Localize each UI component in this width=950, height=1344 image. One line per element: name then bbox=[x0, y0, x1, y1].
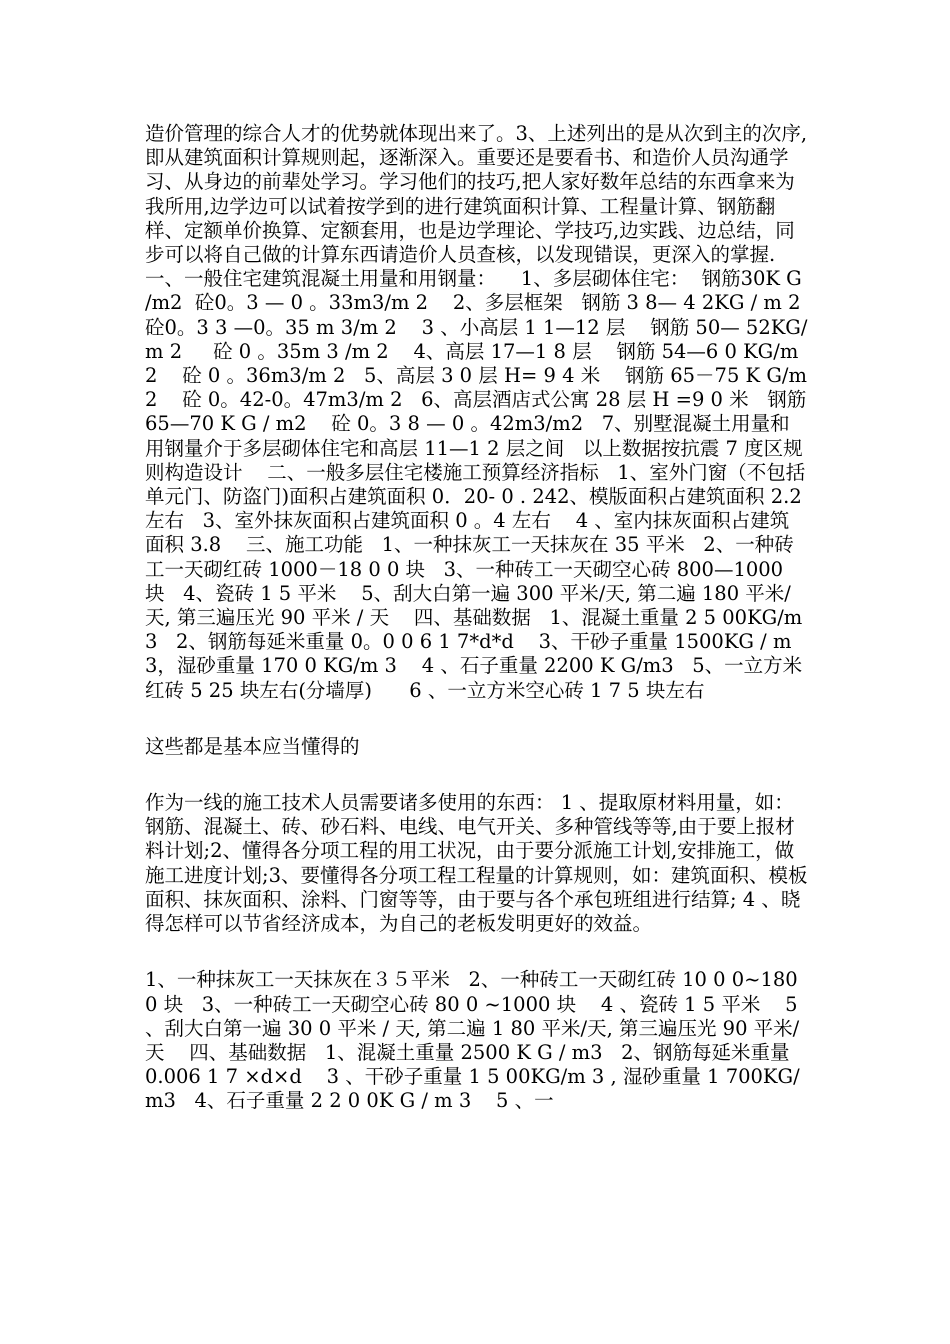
paragraph-spacer bbox=[145, 936, 808, 968]
body-paragraph-3: 作为一线的施工技术人员需要诸多使用的东西： 1 、提取原材料用量，如：钢筋、混凝土、砖、砂石料、电线、电气开关、多种管线等等,由于要上报材料计划;2、懂得各分项工程的用工状况，由于要分派施工计划,安排施工，做施工进度计划;3、要懂得各分项工程工程量的计算规则，如：建筑面积、模板面积、抹灰面积、涂料、门窗等等，由于要与各个承包班组进行结算; 4 、晓得怎样可以节省经济成本，为自己的老板发明更好的效益。 bbox=[145, 791, 808, 936]
body-paragraph-4: 1、一种抹灰工一天抹灰在３５平米 2、一种砖工一天砌红砖 10 0 0~1800 块 3、一种砖工一天砌空心砖 80 0 ~1000 块 4 、瓷砖 1 5 平米 5 、刮大白第一遍 30 0 平米 / 天, 第二遍 1 80 平米/天, 第三遍压光 90 平米/天 四、基础数据 1、混凝土重量 2500 K G / m3 2、钢筋每延米重量 0.006 1 7 ×d×d 3 、干砂子重量 1 5 00KG/m 3 , 湿砂重量 1 700KG/m3 4、石子重量 2 2 0 0K G / m 3 5 、一 bbox=[145, 968, 804, 1113]
body-paragraph-1: 造价管理的综合人才的优势就体现出来了。3、上述列出的是从次到主的次序,即从建筑面积计算规则起，逐渐深入。重要还是要看书、和造价人员沟通学习、从身边的前辈处学习。学习他们的技巧,把人家好数年总结的东西拿来为我所用,边学边可以试着按学到的进行建筑面积计算、工程量计算、钢筋翻样、定额单价换算、定额套用，也是边学理论、学技巧,边实践、边总结，同步可以将自己做的计算东西请造价人员查核，以发现错误，更深入的掌握.一、一般住宅建筑混凝土用量和用钢量： 1、多层砌体住宅： 钢筋30K G /m2 砼0。3 — 0 。33m3/m 2 2、多层框架 钢筋 3 8— 4 2KG / m 2 砼0。3 3 —0。35 m 3/m 2 3 、小高层 1 1—12 层 钢筋 50— 52KG/m 2 砼 0 。35m 3 /m 2 4、高层 17—1 8 层 钢筋 54—6 0 KG/m 2 砼 0 。36m3/m 2 5、高层 3 0 层 H= 9 4 米 钢筋 65－75 K G/m 2 砼 0。42-0。47m3/m 2 6、高层酒店式公寓 28 层 H =9 0 米 钢筋 65—70 K G / m2 砼 0。3 8 — 0 。42m3/m2 7、别墅混凝土用量和用钢量介于多层砌体住宅和高层 11—1 2 层之间 以上数据按抗震 7 度区规则构造设计 二、一般多层住宅楼施工预算经济指标 1、室外门窗（不包括单元门、防盗门)面积占建筑面积 0．20- 0 . 242、模版面积占建筑面积 2.2 左右 3、室外抹灰面积占建筑面积 0 。4 左右 4 、室内抹灰面积占建筑面积 3.8 三、施工功能 1、一种抹灰工一天抹灰在 35 平米 2、一种砖工一天砌红砖 1000－18 0 0 块 3、一种砖工一天砌空心砖 800—1000 块 4、瓷砖 1 5 平米 5、刮大白第一遍 300 平米/天, 第二遍 180 平米/天, 第三遍压光 90 平米 / 天 四、基础数据 1、混凝土重量 2 5 00KG/m3 2、钢筋每延米重量 0。0 0 6 1 7*d*d 3、干砂子重量 1500KG / m3，湿砂重量 170 0 KG/m 3 4 、石子重量 2200 K G/m3 5、一立方米红砖 5 25 块左右(分墙厚) 6 、一立方米空心砖 1 7 5 块左右 bbox=[145, 122, 826, 702]
paragraph-spacer bbox=[145, 759, 808, 791]
body-paragraph-2: 这些都是基本应当懂得的 bbox=[145, 734, 360, 758]
paragraph-spacer bbox=[145, 703, 808, 735]
document-body bbox=[145, 122, 826, 1114]
